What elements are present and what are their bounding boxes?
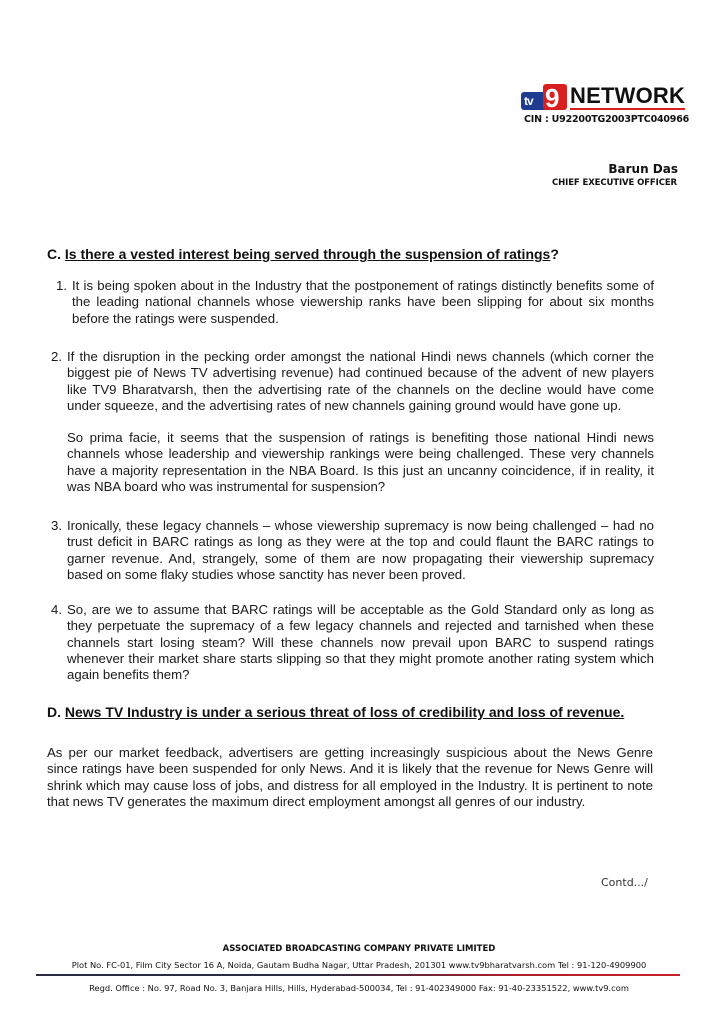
footer-divider — [36, 974, 680, 976]
section-c-item-1: 1. It is being spoken about in the Industry that the postponement of ratings distinctly benefits some of the leading national channels whose viewership ranks have been slipping for about six months before the ratings were suspended. — [56, 278, 654, 326]
tv9-network-logo — [521, 83, 686, 113]
section-c-title: Is there a vested interest being served through the suspension of ratings — [64, 246, 551, 262]
continued-note: Contd.../ — [601, 876, 648, 889]
item-text: So, are we to assume that BARC ratings will be acceptable as the Gold Standard only as long as they perpetuate the supremacy of a few legacy channels and rejected and tarnished when these channels start losing steam? Will these channels now prevail upon BARC to suspend ratings whenever their market share starts slipping so that they might promote another rating system which again benefits them? — [67, 602, 654, 683]
cin-number: CIN : U92200TG2003PTC040966 — [524, 114, 690, 125]
item-text: It is being spoken about in the Industry that the postponement of ratings distinctly benefits some of the leading national channels whose viewership ranks have been slipping for about six months before the ratings were suspended. — [72, 278, 654, 326]
section-c-heading: C. Is there a vested interest being served through the suspension of ratings? — [47, 246, 559, 262]
signatory-title: CHIEF EXECUTIVE OFFICER — [552, 178, 677, 188]
section-d-heading: D. News TV Industry is under a serious threat of loss of credibility and loss of revenue. — [47, 704, 625, 720]
section-d-body — [47, 745, 653, 810]
section-d-title: News TV Industry is under a serious threat of loss of credibility and loss of revenue. — [64, 704, 625, 720]
section-d-paragraph: As per our market feedback, advertisers are getting increasingly suspicious about the News Genre since ratings have been suspended for only News. And it is likely that the revenue for News Genre will shrink which may cause loss of jobs, and distress for all employed in the Industry. It is pertinent to note that news TV generates the maximum direct employment amongst all genres of our industry. — [47, 745, 653, 809]
section-c-item-2: 2. If the disruption in the pecking order amongst the national Hindi news channels (which corner the biggest pie of News TV advertising revenue) had continued because of the advent of new players like TV9 Bharatvarsh, then the advertising rate of the channels on the decline would have come under squeeze, and the advertising rates of new channels gaining ground would have gone up. So prima facie, it seems that the suspension of ratings is benefiting those national Hindi news channels whose leadership and viewership rankings were being challenged. These very channels have a majority representation in the NBA Board. Is this just an uncanny coincidence, if in reality, it was NBA board who was instrumental for suspension? — [51, 349, 654, 495]
footer-registered-office: Regd. Office : No. 97, Road No. 3, Banjara Hills, Hills, Hyderabad-500034, Tel : 91-402349000 Fax: 91-40-23351522, www.tv9.com — [89, 983, 629, 993]
section-c-item-4: 4. So, are we to assume that BARC ratings will be acceptable as the Gold Standard only as long as they perpetuate the supremacy of a few legacy channels and rejected and tarnished when these channels start losing steam? Will these channels now prevail upon BARC to suspend ratings whenever their market share starts slipping so that they might promote another rating system which again benefits them? — [51, 602, 654, 683]
item-text: So prima facie, it seems that the suspension of ratings is benefiting those national Hindi news channels whose leadership and viewership rankings were being challenged. These very channels have a majority representation in the NBA Board. Is this just an uncanny coincidence, if in reality, it was NBA board who was instrumental for suspension? — [67, 430, 654, 495]
footer-company-name: ASSOCIATED BROADCASTING COMPANY PRIVATE LIMITED — [222, 944, 496, 954]
section-c — [47, 246, 653, 263]
item-text: If the disruption in the pecking order amongst the national Hindi news channels (which corner the biggest pie of News TV advertising revenue) had continued because of the advent of new players like TV9 Bharatvarsh, then the advertising rate of the channels on the decline would have come under squeeze, and the advertising rates of new channels gaining ground would have gone up. — [67, 349, 654, 413]
signatory-name: Barun Das — [608, 162, 678, 176]
section-c-item-3: 3. Ironically, these legacy channels – whose viewership supremacy is now being challenged – had no trust deficit in BARC ratings as long as they were at the top and could flaunt the BARC ratings to garner revenue. And, strangely, some of them are now propagating their viewership supremacy based on some flaky studies whose sanctity has never been proved. — [51, 518, 654, 582]
item-text: Ironically, these legacy channels – whose viewership supremacy is now being challenged – had no trust deficit in BARC ratings as long as they were at the top and could flaunt the BARC ratings to garner revenue. And, strangely, some of them are now propagating their viewership supremacy based on some flaky studies whose sanctity has never been proved. — [67, 518, 654, 582]
logo-wordmark: NETWORK — [570, 83, 686, 108]
footer-address: Plot No. FC-01, Film City Sector 16 A, Noida, Gautam Budha Nagar, Uttar Pradesh, 201301 www.tv9bharatvarsh.com Tel : 91-120-4909900 — [71, 960, 647, 970]
section-d — [47, 704, 653, 721]
tv9-badge-icon: tv 9 — [521, 84, 567, 110]
